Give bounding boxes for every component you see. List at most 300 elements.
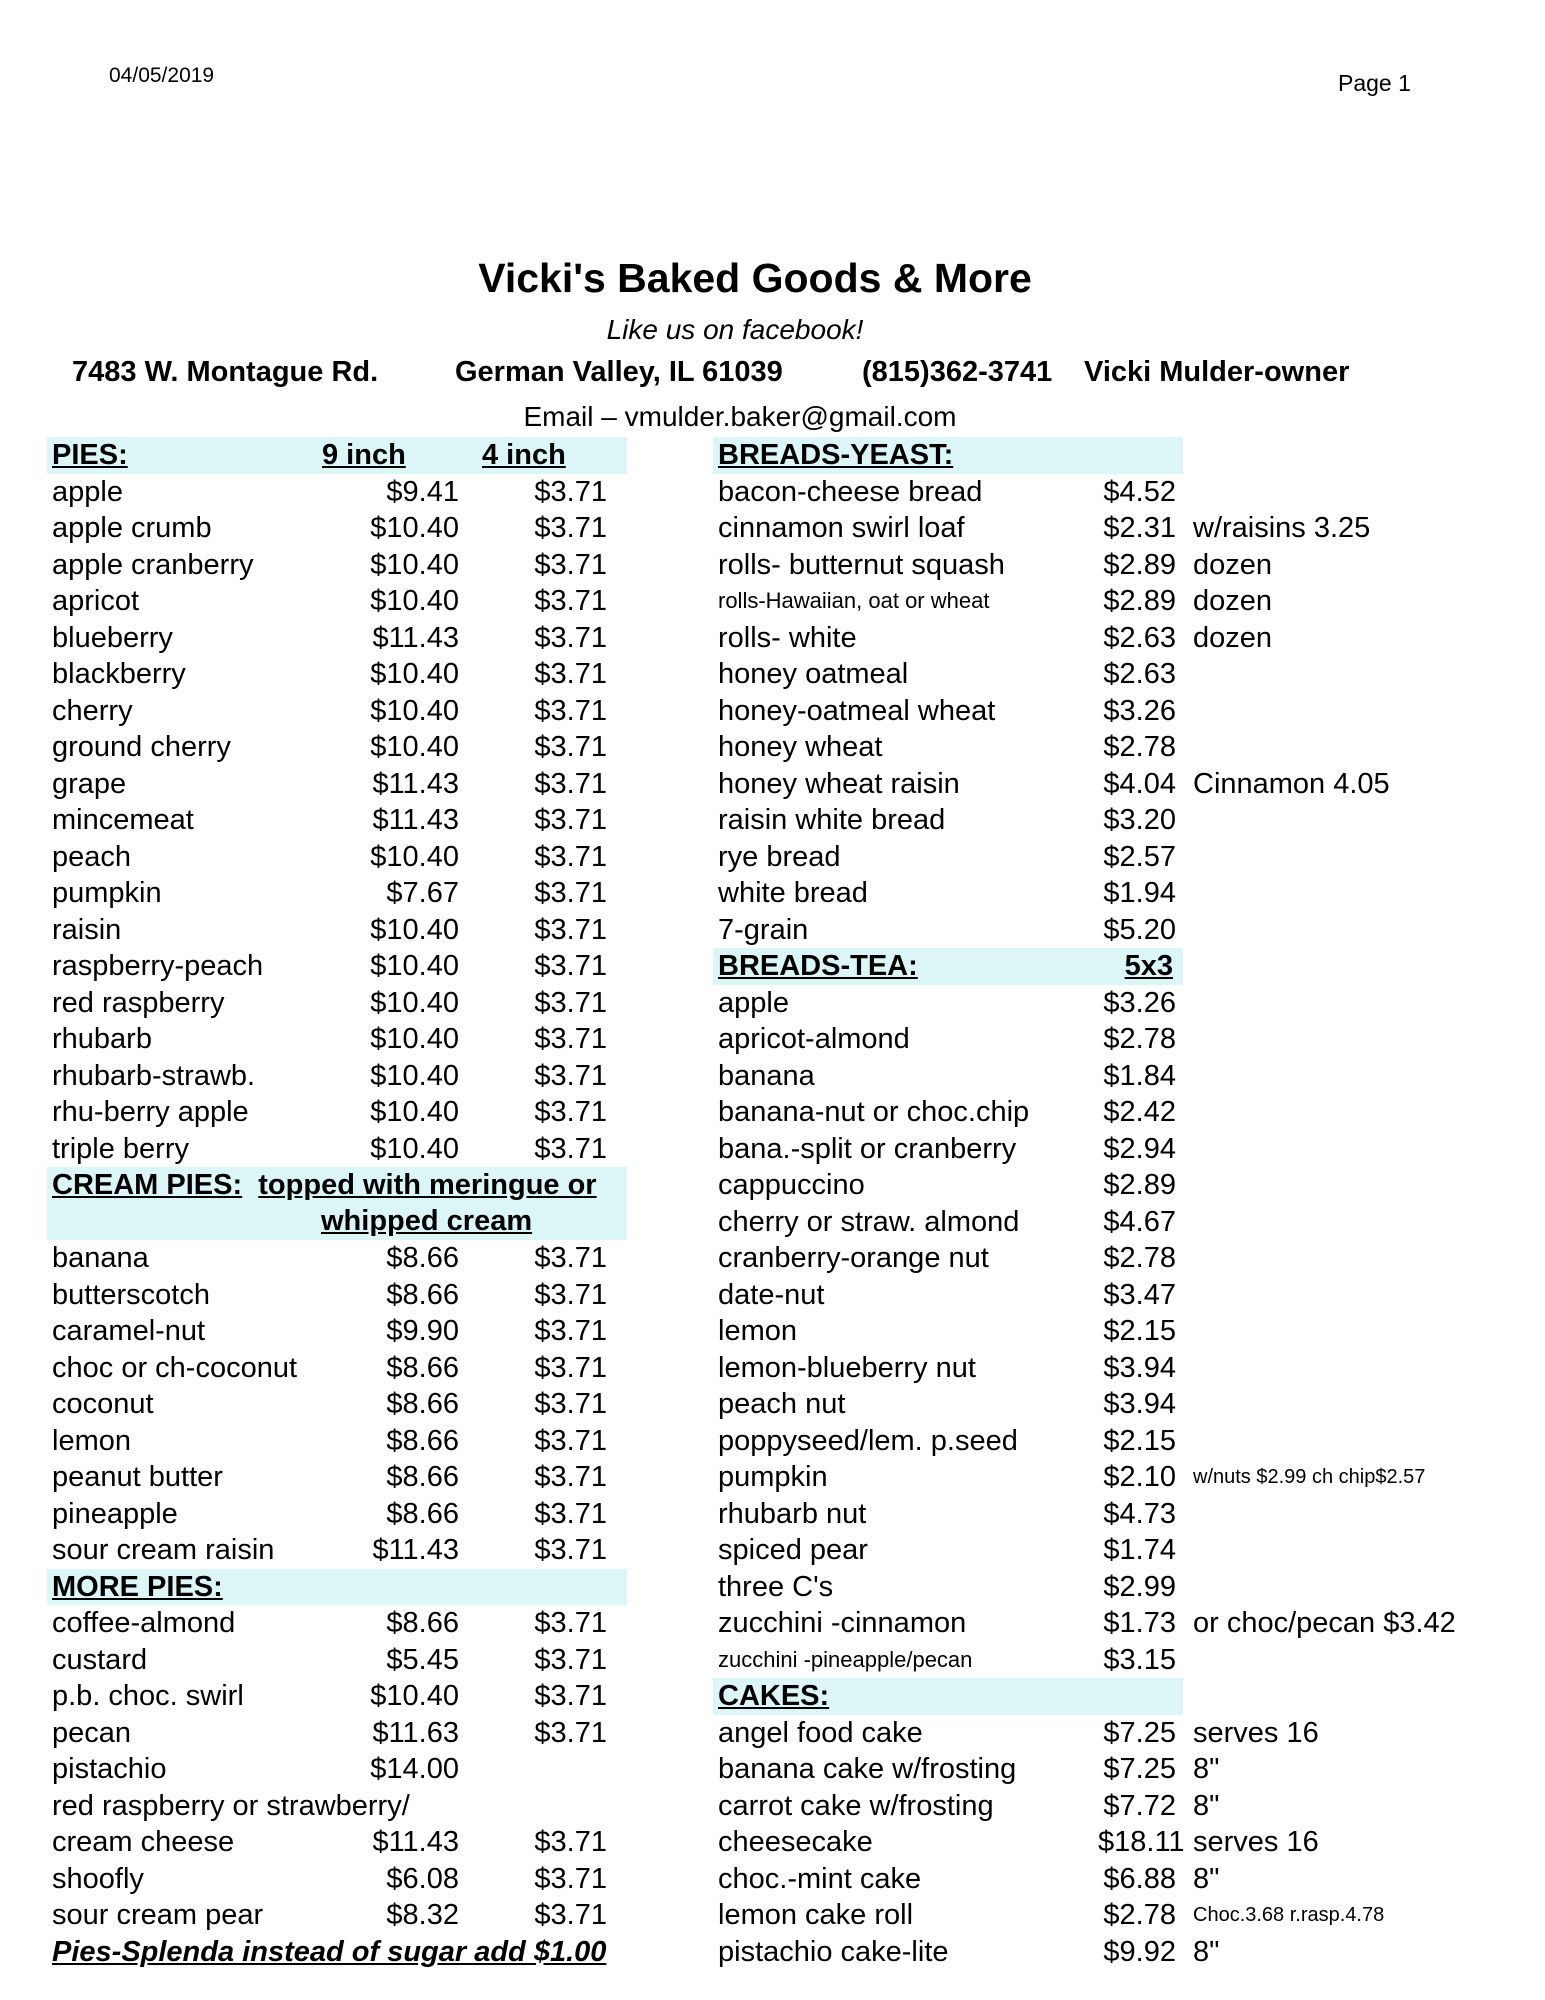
item-name: apple crumb [52,512,212,544]
item-name: apricot-almond [718,1023,910,1055]
pies-list [47,474,627,1168]
item-name: zucchini -cinnamon [718,1607,967,1639]
item-note: dozen [1193,548,1273,581]
item-name: banana cake w/frosting [718,1753,1017,1785]
item-price: $4.04 [1103,767,1176,800]
price-4-inch: $3.71 [534,1132,607,1165]
item-name: triple berry [52,1132,189,1165]
item-name: choc.-mint cake [718,1862,922,1895]
item-name: coconut [52,1388,154,1420]
breads-yeast-list [713,474,1473,949]
menu-row [713,583,1473,620]
item-note: 8" [1193,1789,1220,1822]
menu-row [713,1897,1473,1934]
more-pies-list [47,1605,627,1934]
item-name: red raspberry [52,986,225,1019]
item-name: apricot [52,585,140,617]
item-price: $2.89 [1103,548,1176,581]
item-name: choc or ch-coconut [52,1351,298,1384]
item-note: w/nuts $2.99 ch chip$2.57 [1193,1466,1426,1488]
menu-row [713,875,1473,912]
item-price: $18.11 [1098,1826,1185,1858]
item-name: sour cream raisin [52,1534,275,1566]
item-name: pumpkin [52,877,162,909]
item-name: rye bread [718,840,841,873]
item-name: white bread [718,877,868,909]
item-name: spiced pear [718,1534,868,1566]
price-9-inch: $10.40 [370,585,459,617]
item-name: rhubarb-strawb. [52,1059,256,1092]
price-4-inch: $3.71 [534,694,607,727]
menu-row [713,1094,1473,1131]
menu-row [47,1423,627,1460]
item-price: $2.15 [1103,1315,1176,1347]
menu-row [713,985,1473,1022]
price-4-inch: $3.71 [534,840,607,873]
price-4-inch: $3.71 [534,1461,607,1493]
item-price: $3.94 [1103,1388,1176,1420]
menu-row [47,620,627,657]
item-name: rolls- white [718,621,857,654]
price-9-inch: $8.66 [386,1607,459,1639]
street-address: 7483 W. Montague Rd. [72,356,379,388]
item-note: 8" [1193,1935,1220,1968]
item-name: peach [52,840,132,873]
price-9-inch: $7.67 [386,877,459,909]
item-name: date-nut [718,1278,825,1311]
price-9-inch: $9.90 [386,1315,459,1347]
menu-row [47,1605,627,1642]
item-name: raisin white bread [718,804,946,836]
item-price: $4.67 [1103,1205,1176,1238]
item-price: $7.25 [1103,1753,1176,1785]
price-4-inch: $3.71 [534,1534,607,1566]
item-name: raisin [52,913,122,946]
item-name: blackberry [52,658,186,690]
nine-inch-heading: 9 inch [322,439,406,471]
email-line: Email – vmulder.baker@gmail.com [523,401,957,432]
item-name: honey wheat raisin [718,767,960,800]
pies-column [47,437,627,1970]
item-price: $4.73 [1103,1497,1176,1530]
cream-pies-subtitle-2: whipped cream [321,1205,533,1237]
item-name: p.b. choc. swirl [52,1680,244,1712]
price-4-inch: $3.71 [534,1351,607,1384]
menu-row [713,912,1473,949]
menu-row [47,1751,627,1788]
item-name: banana [52,1242,149,1274]
item-name: cheesecake [718,1826,873,1858]
menu-row [713,1423,1473,1460]
splenda-note: Pies-Splenda instead of sugar add $1.00 [52,1935,607,1968]
menu-row [47,1313,627,1350]
price-4-inch: $3.71 [534,1862,607,1895]
price-4-inch: $3.71 [534,877,607,909]
menu-row [713,1386,1473,1423]
price-9-inch: $10.40 [370,1023,459,1055]
menu-row [47,656,627,693]
cakes-heading: CAKES: [718,1680,830,1712]
price-9-inch: $8.66 [386,1278,459,1311]
menu-row [47,802,627,839]
breads-tea-heading: BREADS-TEA: [718,950,918,982]
menu-row [47,875,627,912]
item-name: butterscotch [52,1278,210,1311]
price-9-inch: $10.40 [370,840,459,873]
item-name: angel food cake [718,1716,923,1749]
price-4-inch: $3.71 [534,658,607,690]
menu-row [713,1569,1473,1606]
price-9-inch: $9.41 [386,475,459,508]
menu-row [47,510,627,547]
pies-heading: PIES: [52,439,128,471]
menu-row [713,474,1473,511]
item-price: $2.78 [1103,1242,1176,1274]
menu-row [713,1277,1473,1314]
price-9-inch: $10.40 [370,512,459,544]
cakes-list [713,1715,1473,1971]
item-name: lemon cake roll [718,1899,914,1931]
cream-pies-subtitle-1: topped with meringue or [258,1169,597,1201]
menu-row [713,1313,1473,1350]
menu-row [47,1131,627,1168]
menu-row [47,1678,627,1715]
item-name: apple [52,475,123,508]
price-4-inch: $3.71 [534,475,607,508]
tea-bread-size: 5x3 [1124,950,1173,982]
price-4-inch: $3.71 [534,986,607,1019]
breads-yeast-header [713,437,1183,474]
menu-row [713,1204,1473,1241]
price-9-inch: $10.40 [370,986,459,1019]
price-9-inch: $11.43 [372,767,459,800]
price-9-inch: $6.08 [386,1862,459,1895]
item-price: $2.63 [1103,658,1176,690]
menu-row [47,1642,627,1679]
menu-row [47,583,627,620]
item-price: $2.63 [1103,621,1176,654]
item-name: mincemeat [52,804,194,836]
menu-row [713,1715,1473,1752]
menu-row [47,766,627,803]
price-4-inch: $3.71 [534,804,607,836]
price-4-inch: $3.71 [534,1315,607,1347]
facebook-line: Like us on facebook! [606,314,864,345]
item-name: pistachio cake-lite [718,1935,949,1968]
item-name: 7-grain [718,913,809,946]
menu-row [47,912,627,949]
item-name: apple [718,986,789,1019]
item-note: w/raisins 3.25 [1193,512,1371,544]
item-price: $2.31 [1103,512,1176,544]
menu-row [47,1094,627,1131]
item-name: banana-nut or choc.chip [718,1096,1030,1128]
price-4-inch: $3.71 [534,1497,607,1530]
price-9-inch: $8.66 [386,1497,459,1530]
owner-name: Vicki Mulder-owner [1084,356,1350,388]
price-9-inch: $10.40 [370,950,459,982]
item-name: cinnamon swirl loaf [718,512,965,544]
price-4-inch: $3.71 [534,913,607,946]
menu-row [47,474,627,511]
item-name: honey wheat [718,731,883,763]
menu-row [713,1934,1473,1971]
price-9-inch: $8.66 [386,1388,459,1420]
item-price: $3.20 [1103,804,1176,836]
item-name: cherry [52,694,133,727]
item-price: $1.84 [1103,1059,1176,1092]
breads-tea-list [713,985,1473,1679]
item-price: $2.57 [1103,840,1176,873]
item-name: cappuccino [718,1169,865,1201]
item-price: $9.92 [1103,1935,1176,1968]
print-date: 04/05/2019 [109,64,215,87]
price-9-inch: $10.40 [370,658,459,690]
more-pies-header [47,1569,627,1606]
menu-row [713,1131,1473,1168]
item-price: $3.26 [1103,694,1176,727]
price-9-inch: $10.40 [370,913,459,946]
item-name: sour cream pear [52,1899,264,1931]
menu-row [713,1532,1473,1569]
item-name: carrot cake w/frosting [718,1789,994,1822]
item-name: peach nut [718,1388,846,1420]
menu-row [47,1788,627,1825]
price-4-inch: $3.71 [534,950,607,982]
item-name: lemon [52,1424,131,1457]
item-name: lemon-blueberry nut [718,1351,976,1384]
menu-row [713,839,1473,876]
price-9-inch: $14.00 [370,1753,459,1785]
phone-number: (815)362-3741 [862,356,1053,388]
price-4-inch: $3.71 [534,1242,607,1274]
cream-pies-heading: CREAM PIES: [52,1169,243,1201]
item-name: honey oatmeal [718,658,909,690]
item-name: pecan [52,1716,132,1749]
menu-row [47,1277,627,1314]
item-price: $2.78 [1103,1899,1176,1931]
item-name: lemon [718,1315,797,1347]
item-price: $2.89 [1103,585,1176,617]
item-name: caramel-nut [52,1315,206,1347]
item-name: cranberry-orange nut [718,1242,989,1274]
menu-row [47,985,627,1022]
price-9-inch: $10.40 [370,1059,459,1092]
menu-row [713,729,1473,766]
price-9-inch: $8.32 [386,1899,459,1931]
price-9-inch: $10.40 [370,694,459,727]
item-name: custard [52,1643,148,1676]
price-9-inch: $8.66 [386,1242,459,1274]
price-9-inch: $8.66 [386,1351,459,1384]
item-price: $2.99 [1103,1570,1176,1603]
item-price: $5.20 [1103,913,1176,946]
price-4-inch: $3.71 [534,767,607,800]
price-4-inch: $3.71 [534,1607,607,1639]
menu-row [47,1824,627,1861]
item-name: red raspberry or strawberry/ [52,1789,410,1822]
item-price: $2.15 [1103,1424,1176,1457]
price-4-inch: $3.71 [534,621,607,654]
menu-row [713,802,1473,839]
item-price: $2.42 [1103,1096,1176,1128]
price-9-inch: $11.43 [372,1534,459,1566]
menu-row [47,1496,627,1533]
item-note: Cinnamon 4.05 [1193,767,1390,800]
price-4-inch: $3.71 [534,1643,607,1676]
business-title: Vicki's Baked Goods & More [478,255,1032,301]
price-9-inch: $10.40 [370,548,459,581]
item-name: zucchini -pineapple/pecan [718,1646,973,1672]
item-name: pistachio [52,1753,167,1785]
item-price: $3.26 [1103,986,1176,1019]
item-name: banana [718,1059,815,1092]
price-9-inch: $8.66 [386,1424,459,1457]
menu-row [713,1496,1473,1533]
splenda-note-row [47,1934,627,1971]
cream-pies-list [47,1240,627,1569]
menu-row [713,510,1473,547]
price-9-inch: $8.66 [386,1461,459,1493]
item-name: poppyseed/lem. p.seed [718,1424,1018,1457]
price-4-inch: $3.71 [534,1059,607,1092]
item-name: coffee-almond [52,1607,236,1639]
item-name: rhubarb [52,1023,152,1055]
menu-row [47,1386,627,1423]
item-price: $1.74 [1103,1534,1176,1566]
item-price: $1.73 [1103,1607,1176,1639]
item-name: apple cranberry [52,548,254,581]
price-4-inch: $3.71 [534,585,607,617]
menu-row [47,1861,627,1898]
menu-row [713,656,1473,693]
price-9-inch: $11.43 [372,1826,459,1858]
item-name: peanut butter [52,1461,223,1493]
menu-row [47,1240,627,1277]
item-price: $2.10 [1103,1461,1176,1493]
menu-row [713,1350,1473,1387]
item-name: three C's [718,1570,834,1603]
menu-row [47,729,627,766]
price-9-inch: $11.43 [372,804,459,836]
price-9-inch: $10.40 [370,1132,459,1165]
cakes-header [713,1678,1183,1715]
breads-tea-header [713,948,1183,985]
item-price: $3.94 [1103,1351,1176,1384]
price-4-inch: $3.71 [534,512,607,544]
price-9-inch: $5.45 [386,1643,459,1676]
price-4-inch: $3.71 [534,1388,607,1420]
breads-yeast-heading: BREADS-YEAST: [718,439,954,471]
item-note: or choc/pecan $3.42 [1193,1607,1456,1639]
menu-row [713,1788,1473,1825]
four-inch-heading: 4 inch [482,439,566,471]
item-price: $3.47 [1103,1278,1176,1311]
price-9-inch: $10.40 [370,1680,459,1712]
menu-row [713,1058,1473,1095]
item-note: dozen [1193,585,1273,617]
cream-pies-header [47,1167,627,1240]
item-note: serves 16 [1193,1826,1319,1858]
item-name: cherry or straw. almond [718,1205,1020,1238]
item-price: $2.89 [1103,1169,1176,1201]
item-price: $7.72 [1103,1789,1176,1822]
menu-row [713,1240,1473,1277]
menu-row [713,1021,1473,1058]
menu-row [47,1459,627,1496]
more-pies-heading: MORE PIES: [52,1570,223,1603]
menu-row [47,1058,627,1095]
menu-row [713,693,1473,730]
item-note: 8" [1193,1862,1220,1895]
price-4-inch: $3.71 [534,1278,607,1311]
menu-row [713,766,1473,803]
price-4-inch: $3.71 [534,548,607,581]
item-price: $2.94 [1103,1132,1176,1165]
menu-row [713,1861,1473,1898]
menu-row [713,1459,1473,1496]
price-9-inch: $10.40 [370,731,459,763]
item-price: $3.15 [1103,1643,1176,1676]
price-4-inch: $3.71 [534,1826,607,1858]
item-price: $2.78 [1103,731,1176,763]
item-note: 8" [1193,1753,1220,1785]
menu-row [713,620,1473,657]
menu-row [713,1642,1473,1679]
item-name: grape [52,767,127,800]
price-4-inch: $3.71 [534,1096,607,1128]
menu-row [713,1167,1473,1204]
item-price: $7.25 [1103,1716,1176,1749]
item-price: $2.78 [1103,1023,1176,1055]
menu-row [47,1897,627,1934]
item-name: ground cherry [52,731,231,763]
item-name: blueberry [52,621,173,654]
item-note: serves 16 [1193,1716,1319,1749]
menu-row [47,1350,627,1387]
item-name: rhubarb nut [718,1497,867,1530]
item-note: Choc.3.68 r.rasp.4.78 [1193,1904,1385,1926]
menu-row [713,1605,1473,1642]
item-name: shoofly [52,1862,144,1895]
price-4-inch: $3.71 [534,1424,607,1457]
item-name: pineapple [52,1497,178,1530]
price-9-inch: $10.40 [370,1096,459,1128]
item-price: $6.88 [1103,1862,1176,1895]
menu-row [713,547,1473,584]
price-9-inch: $11.43 [372,621,459,654]
menu-row [47,839,627,876]
item-name: rhu-berry apple [52,1096,249,1128]
item-name: honey-oatmeal wheat [718,694,996,727]
menu-row [47,1715,627,1752]
item-price: $1.94 [1103,877,1176,909]
menu-row [47,547,627,584]
menu-row [47,1532,627,1569]
price-4-inch: $3.71 [534,1023,607,1055]
price-4-inch: $3.71 [534,1899,607,1931]
price-4-inch: $3.71 [534,1716,607,1749]
menu-row [47,948,627,985]
item-note: dozen [1193,621,1273,654]
item-price: $4.52 [1103,475,1176,508]
item-name: rolls- butternut squash [718,548,1005,581]
item-name: raspberry-peach [52,950,264,982]
menu-row [47,1021,627,1058]
price-4-inch: $3.71 [534,1680,607,1712]
item-name: bana.-split or cranberry [718,1132,1017,1165]
item-name: bacon-cheese bread [718,475,983,508]
